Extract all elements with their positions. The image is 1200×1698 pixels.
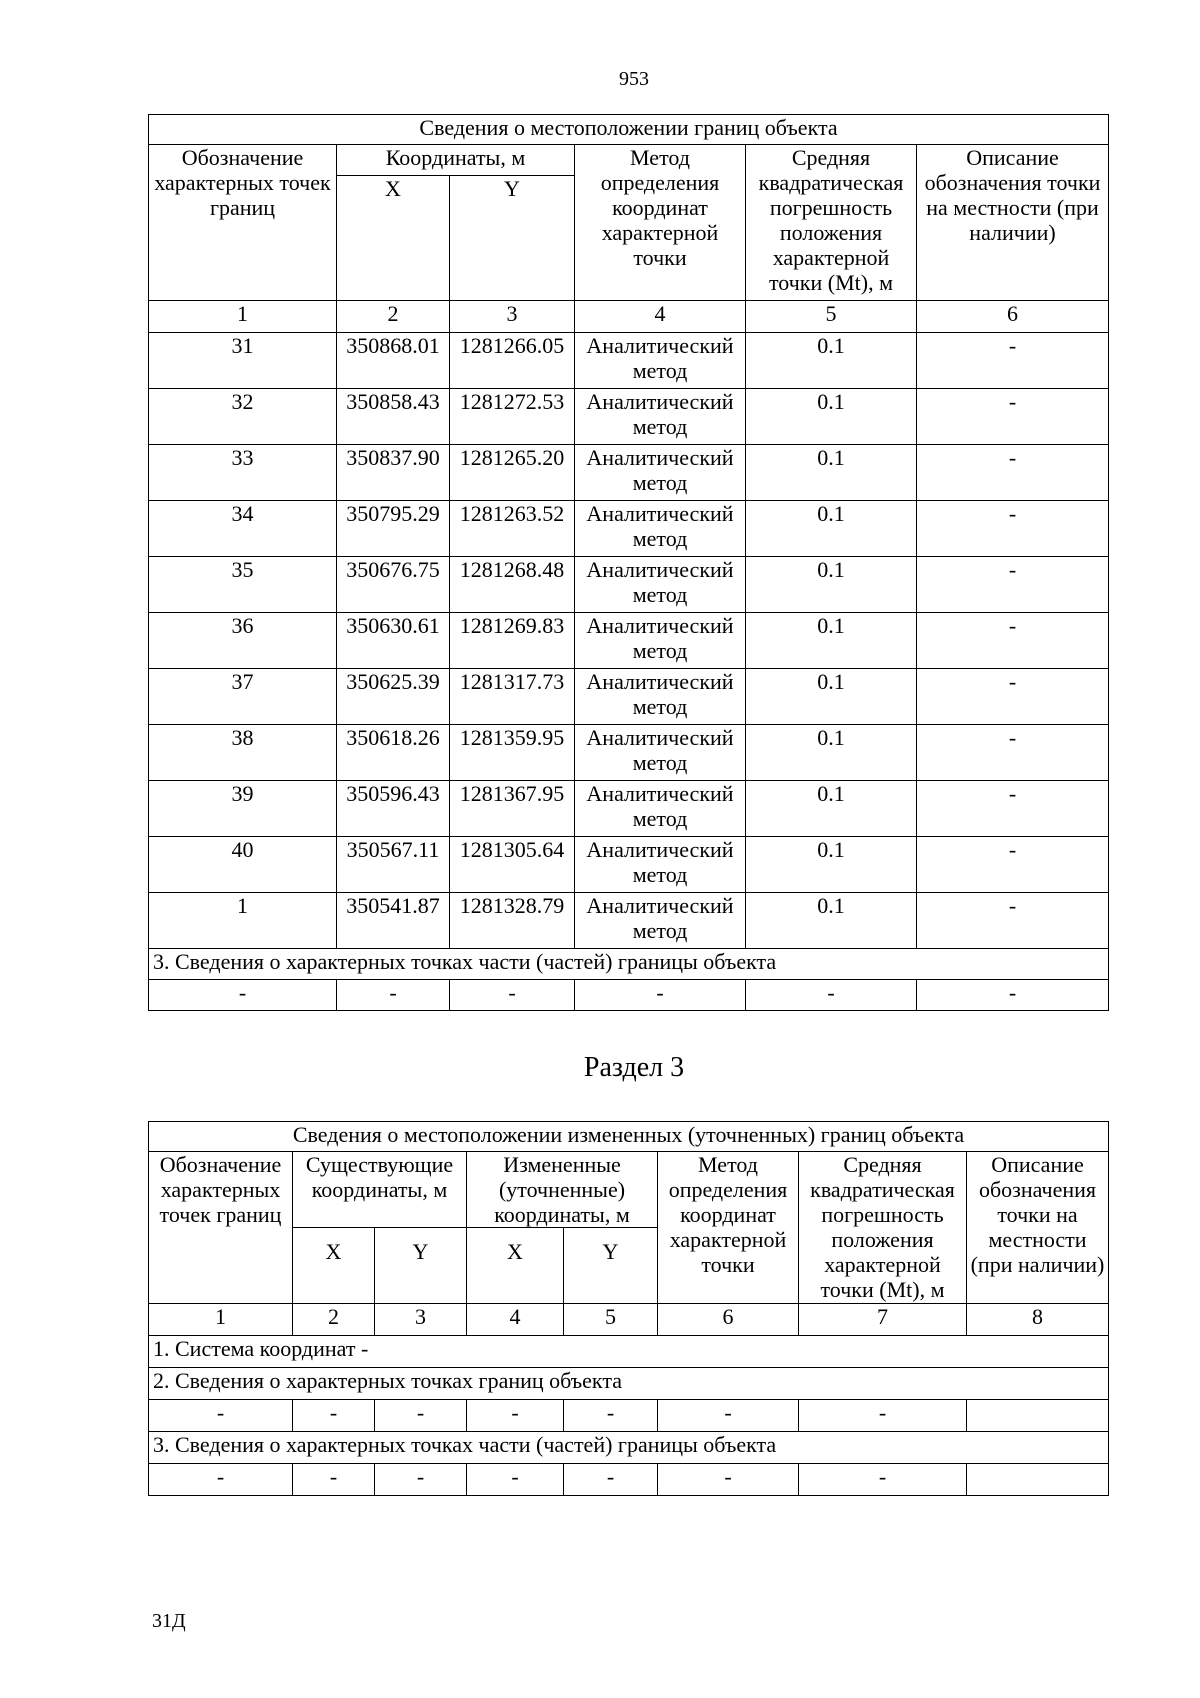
cell-method: Аналитический метод [575,389,746,445]
cell-method: Аналитический метод [575,501,746,557]
points-section-label: 2. Сведения о характерных точках границ объекта [149,1368,1109,1400]
cell-x: 350625.39 [337,669,450,725]
table-cell: - [658,1400,799,1432]
cell-x: 350596.43 [337,781,450,837]
header-point: Обозначение характерных точек границ [149,1152,293,1304]
cell-method: Аналитический метод [575,333,746,389]
column-number: 5 [564,1304,658,1336]
cell-point: 37 [149,669,337,725]
changed-boundary-table [148,1121,1109,1496]
cell-point: 34 [149,501,337,557]
cell-x: 350858.43 [337,389,450,445]
header-x: X [293,1228,375,1304]
header-description: Описание обозначения точки на местности (при наличии) [967,1152,1109,1304]
cell-method: Аналитический метод [575,445,746,501]
header-changed-coordinates: Измененные (уточненные) координаты, м [467,1152,658,1228]
cell-x: 350795.29 [337,501,450,557]
cell-point: 38 [149,725,337,781]
table-cell: - [467,1464,564,1496]
table-cell: - [564,1464,658,1496]
cell-error: 0.1 [746,725,917,781]
cell-point: 1 [149,893,337,949]
cell-error: 0.1 [746,781,917,837]
cell-description: - [917,333,1109,389]
cell-y: 1281317.73 [450,669,575,725]
cell-y: 1281305.64 [450,837,575,893]
table-cell: - [149,1464,293,1496]
table-cell: - [467,1400,564,1432]
column-number: 7 [799,1304,967,1336]
column-number: 6 [917,301,1109,333]
table-cell: - [337,980,450,1011]
header-method: Метод определения координат характерной точки [575,145,746,301]
header-error: Средняя квадратическая погрешность положения характерной точки (Mt), м [799,1152,967,1304]
coord-system-label: 1. Система координат - [149,1336,1109,1368]
cell-method: Аналитический метод [575,613,746,669]
header-y: Y [450,176,575,301]
header-description: Описание обозначения точки на местности (при наличии) [917,145,1109,301]
cell-description: - [917,725,1109,781]
table-cell: - [149,1400,293,1432]
header-method: Метод определения координат характерной точки [658,1152,799,1304]
cell-y: 1281266.05 [450,333,575,389]
table-title: Сведения о местоположении границ объекта [149,115,1109,145]
parts-section-label: 3. Сведения о характерных точках части (частей) границы объекта [149,949,1109,980]
column-number: 2 [337,301,450,333]
column-number: 3 [450,301,575,333]
cell-description: - [917,893,1109,949]
cell-y: 1281367.95 [450,781,575,837]
footer-code: 31Д [152,1610,186,1632]
cell-method: Аналитический метод [575,781,746,837]
cell-point: 40 [149,837,337,893]
cell-x: 350676.75 [337,557,450,613]
table-row [149,781,1109,837]
cell-y: 1281268.48 [450,557,575,613]
column-numbers-row [149,1304,1109,1336]
cell-x: 350567.11 [337,837,450,893]
header-y: Y [375,1228,467,1304]
cell-point: 39 [149,781,337,837]
header-error: Средняя квадратическая погрешность положения характерной точки (Mt), м [746,145,917,301]
cell-error: 0.1 [746,333,917,389]
table-cell [967,1400,1109,1432]
cell-description: - [917,837,1109,893]
cell-error: 0.1 [746,613,917,669]
cell-error: 0.1 [746,501,917,557]
column-number: 4 [575,301,746,333]
table-row [149,613,1109,669]
table-cell: - [450,980,575,1011]
table-row [149,837,1109,893]
table-row [149,389,1109,445]
cell-y: 1281265.20 [450,445,575,501]
table-row [149,669,1109,725]
cell-point: 32 [149,389,337,445]
cell-description: - [917,669,1109,725]
column-number: 1 [149,301,337,333]
table-cell: - [746,980,917,1011]
cell-y: 1281263.52 [450,501,575,557]
table-cell: - [293,1400,375,1432]
cell-error: 0.1 [746,557,917,613]
table-row [149,893,1109,949]
cell-point: 33 [149,445,337,501]
header-x: X [467,1228,564,1304]
cell-x: 350837.90 [337,445,450,501]
table-row [149,557,1109,613]
points-row [149,1400,1109,1432]
table-row [149,333,1109,389]
parts-section-label: 3. Сведения о характерных точках части (частей) границы объекта [149,1432,1109,1464]
table-row [149,725,1109,781]
boundary-points-table [148,114,1109,1011]
cell-error: 0.1 [746,445,917,501]
table-cell: - [149,980,337,1011]
cell-point: 35 [149,557,337,613]
table-cell: - [799,1464,967,1496]
cell-method: Аналитический метод [575,557,746,613]
table-cell: - [564,1400,658,1432]
column-number: 1 [149,1304,293,1336]
header-existing-coordinates: Существующие координаты, м [293,1152,467,1228]
column-number: 4 [467,1304,564,1336]
cell-description: - [917,557,1109,613]
cell-point: 36 [149,613,337,669]
cell-y: 1281359.95 [450,725,575,781]
cell-error: 0.1 [746,837,917,893]
table-cell: - [293,1464,375,1496]
table-cell: - [799,1400,967,1432]
cell-method: Аналитический метод [575,725,746,781]
cell-method: Аналитический метод [575,669,746,725]
header-y: Y [564,1228,658,1304]
cell-y: 1281269.83 [450,613,575,669]
table-cell: - [658,1464,799,1496]
cell-point: 31 [149,333,337,389]
column-number: 8 [967,1304,1109,1336]
cell-x: 350618.26 [337,725,450,781]
column-number: 2 [293,1304,375,1336]
cell-y: 1281272.53 [450,389,575,445]
cell-description: - [917,389,1109,445]
cell-description: - [917,781,1109,837]
header-x: X [337,176,450,301]
cell-method: Аналитический метод [575,893,746,949]
column-number: 6 [658,1304,799,1336]
cell-error: 0.1 [746,893,917,949]
parts-row [149,980,1109,1011]
cell-description: - [917,445,1109,501]
cell-x: 350630.61 [337,613,450,669]
table-cell [967,1464,1109,1496]
cell-error: 0.1 [746,389,917,445]
cell-y: 1281328.79 [450,893,575,949]
section-title: Раздел 3 [583,1052,685,1083]
table-row [149,445,1109,501]
table-cell: - [575,980,746,1011]
cell-error: 0.1 [746,669,917,725]
cell-x: 350541.87 [337,893,450,949]
table-title: Сведения о местоположении измененных (уточненных) границ объекта [149,1122,1109,1152]
parts-row [149,1464,1109,1496]
column-numbers-row [149,301,1109,333]
cell-description: - [917,613,1109,669]
page-number: 953 [619,68,649,90]
header-point: Обозначение характерных точек границ [149,145,337,301]
cell-description: - [917,501,1109,557]
cell-method: Аналитический метод [575,837,746,893]
table-cell: - [375,1400,467,1432]
table-cell: - [375,1464,467,1496]
cell-x: 350868.01 [337,333,450,389]
header-coordinates: Координаты, м [337,145,575,176]
table-row [149,501,1109,557]
column-number: 5 [746,301,917,333]
table-cell: - [917,980,1109,1011]
column-number: 3 [375,1304,467,1336]
